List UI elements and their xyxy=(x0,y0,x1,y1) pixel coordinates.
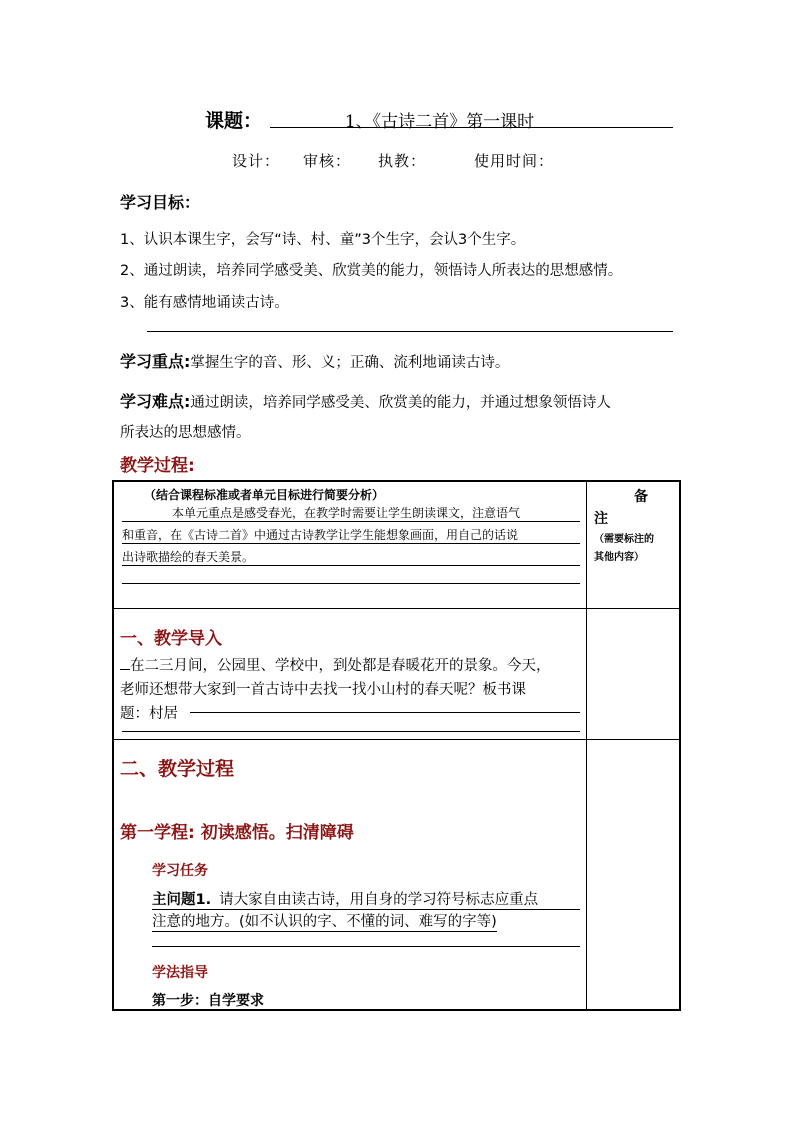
difficulty xyxy=(120,389,611,412)
process-section-heading: 二、教学过程 xyxy=(120,758,235,780)
table-row-divider-1 xyxy=(114,608,679,609)
question-line-1 xyxy=(152,888,580,910)
step-label: 第一步：自学要求 xyxy=(152,993,264,1009)
analysis-line-3: 出诗歌描绘的春天美景。 xyxy=(122,548,580,566)
intro-text-1: 在二三月间，公园里、学校中，到处都是春暖花开的景象。今天， xyxy=(130,658,551,674)
question-line-2: 注意的地方。(如不认识的字、不懂的词、难写的字等) xyxy=(152,910,497,932)
question-text-1: 请大家自由读古诗，用自身的学习符号标志应重点 xyxy=(219,892,539,908)
question-label: 主问题1. xyxy=(152,892,212,908)
title-label: 课题： xyxy=(205,110,263,132)
analysis-heading: （结合课程标准或者单元目标进行简要分析） xyxy=(144,488,385,502)
intro-line-3: 题：村居 xyxy=(120,706,178,722)
table-row-divider-2 xyxy=(114,739,679,740)
table-column-divider xyxy=(586,482,587,1009)
intro-line-1 xyxy=(120,654,551,675)
remark-note-2: 其他内容） xyxy=(594,552,644,563)
intro-blank-line xyxy=(122,731,580,732)
review-label: 审核： xyxy=(303,152,352,170)
key-point xyxy=(120,349,509,372)
key-point-text: 掌握生字的音、形、义；正确、流利地诵读古诗。 xyxy=(190,355,510,371)
question-blank-line xyxy=(152,946,580,947)
remark-note-1: （需要标注的 xyxy=(594,534,654,545)
difficulty-text-line2: 所表达的思想感情。 xyxy=(120,425,251,441)
intro-line-2: 老师还想带大家到一首古诗中去找一找小山村的春天呢？板书课 xyxy=(120,682,526,698)
objective-item-3: 3、能有感情地诵读古诗。 xyxy=(120,295,289,311)
intro-underline xyxy=(190,712,580,713)
analysis-line-2: 和重音，在《古诗二首》中通过古诗教学让学生能想象画面，用自己的话说 xyxy=(122,526,580,544)
objective-item-1: 1、认识本课生字，会写“诗、村、童”3个生字，会认3个生字。 xyxy=(120,232,526,248)
analysis-text-1: 本单元重点是感受春光，在教学时需要让学生朗读课文，注意语气 xyxy=(172,506,521,520)
key-point-label: 学习重点: xyxy=(120,352,191,371)
lesson-table xyxy=(112,480,681,1011)
method-label: 学法指导 xyxy=(152,965,208,981)
title-value xyxy=(270,107,673,132)
process-heading: 教学过程: xyxy=(120,456,195,476)
remark-title-1: 备 xyxy=(634,489,648,505)
objectives-divider xyxy=(147,331,673,332)
step1-heading: 第一学程: 初读感悟。扫清障碍 xyxy=(120,823,354,843)
objective-item-2: 2、通过朗读，培养同学感受美、欣赏美的能力，领悟诗人所表达的思想感情。 xyxy=(120,263,623,279)
task-label: 学习任务 xyxy=(152,863,208,879)
title-text: 1、《古诗二首》第一课时 xyxy=(344,112,535,132)
teach-label: 执教： xyxy=(378,152,427,170)
remark-title-2: 注 xyxy=(594,511,608,527)
use-time-label: 使用时间： xyxy=(474,152,555,170)
objectives-heading: 学习目标： xyxy=(120,193,201,212)
design-label: 设计： xyxy=(232,152,281,170)
analysis-line-1 xyxy=(122,504,580,522)
difficulty-text-line1: 通过朗读，培养同学感受美、欣赏美的能力，并通过想象领悟诗人 xyxy=(190,395,611,411)
analysis-blank-line xyxy=(122,583,580,584)
intro-heading: 一、教学导入 xyxy=(120,629,222,649)
difficulty-label: 学习难点: xyxy=(120,392,191,411)
